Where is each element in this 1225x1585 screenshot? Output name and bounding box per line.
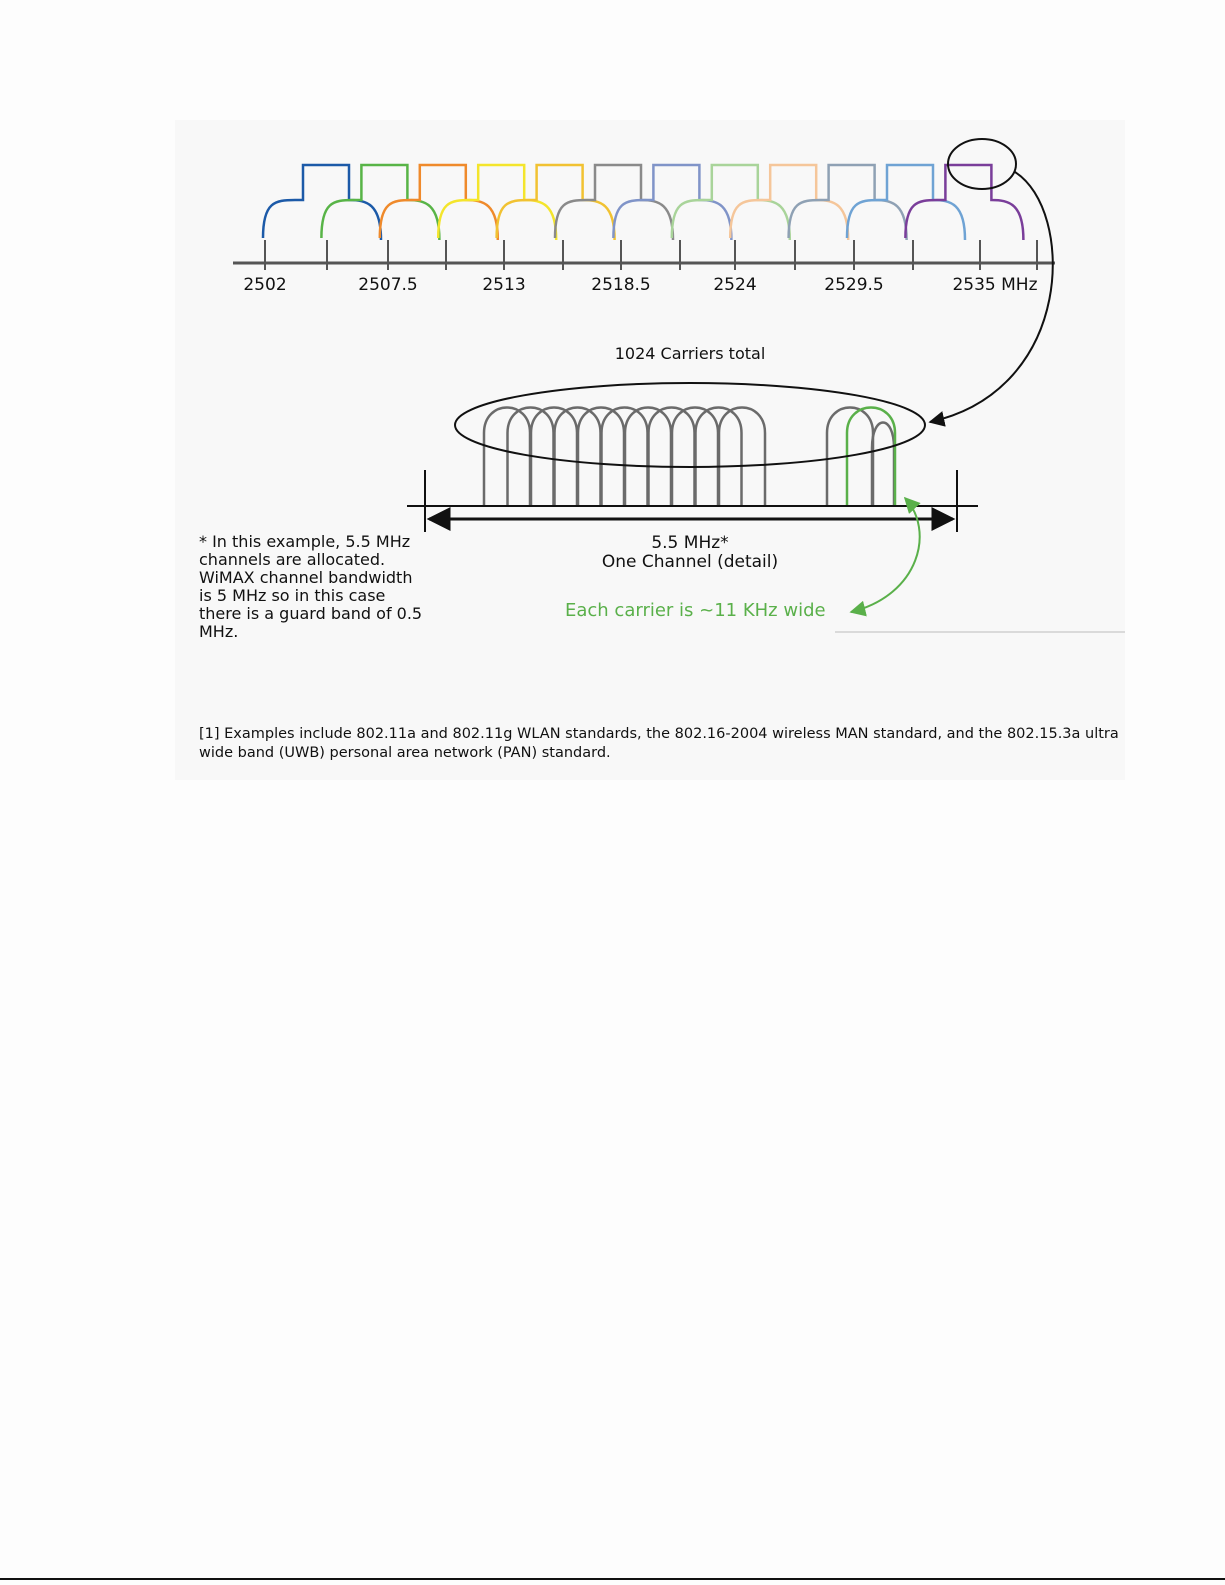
carrier-width-label: Each carrier is ~11 KHz wide: [565, 600, 826, 621]
carriers-ellipse: [455, 383, 925, 467]
frequency-tick-label: 2524: [713, 275, 757, 295]
frequency-tick-label: 2518.5: [591, 275, 651, 295]
spectrum-diagram: [175, 120, 1125, 780]
frequency-tick-label: 2507.5: [358, 275, 418, 295]
frequency-tick-label: 2513: [482, 275, 526, 295]
bandwidth-label: 5.5 MHz*: [651, 533, 729, 553]
channel-detail-label: One Channel (detail): [601, 552, 779, 572]
frequency-axis-ticks: [265, 240, 1037, 270]
footnote-examples: [1] Examples include 802.11a and 802.11g WLAN standards, the 802.16-2004 wireless MAN standard, and the 802.15.3a ultra wide band (UWB) personal area network (PAN) standard.: [199, 726, 1119, 761]
frequency-tick-label: 2529.5: [824, 275, 884, 295]
page-bottom-rule: [0, 1578, 1225, 1580]
channel-shapes: [263, 165, 1023, 240]
frequency-tick-label: 2502: [243, 275, 287, 295]
zoom-arrow: [930, 172, 1053, 422]
carrier-curves: [484, 408, 895, 507]
ofdm-channel-figure: [175, 120, 1125, 780]
carriers-total-label: 1024 Carriers total: [614, 344, 766, 363]
guard-band-note: * In this example, 5.5 MHz channels are allocated. WiMAX channel bandwidth is 5 MHz so in this case there is a guard band of 0.5 MHz.: [199, 532, 423, 641]
carrier-curve: [872, 423, 894, 507]
carrier-width-arrow: [851, 498, 920, 612]
frequency-tick-label: 2535 MHz: [952, 275, 1038, 295]
